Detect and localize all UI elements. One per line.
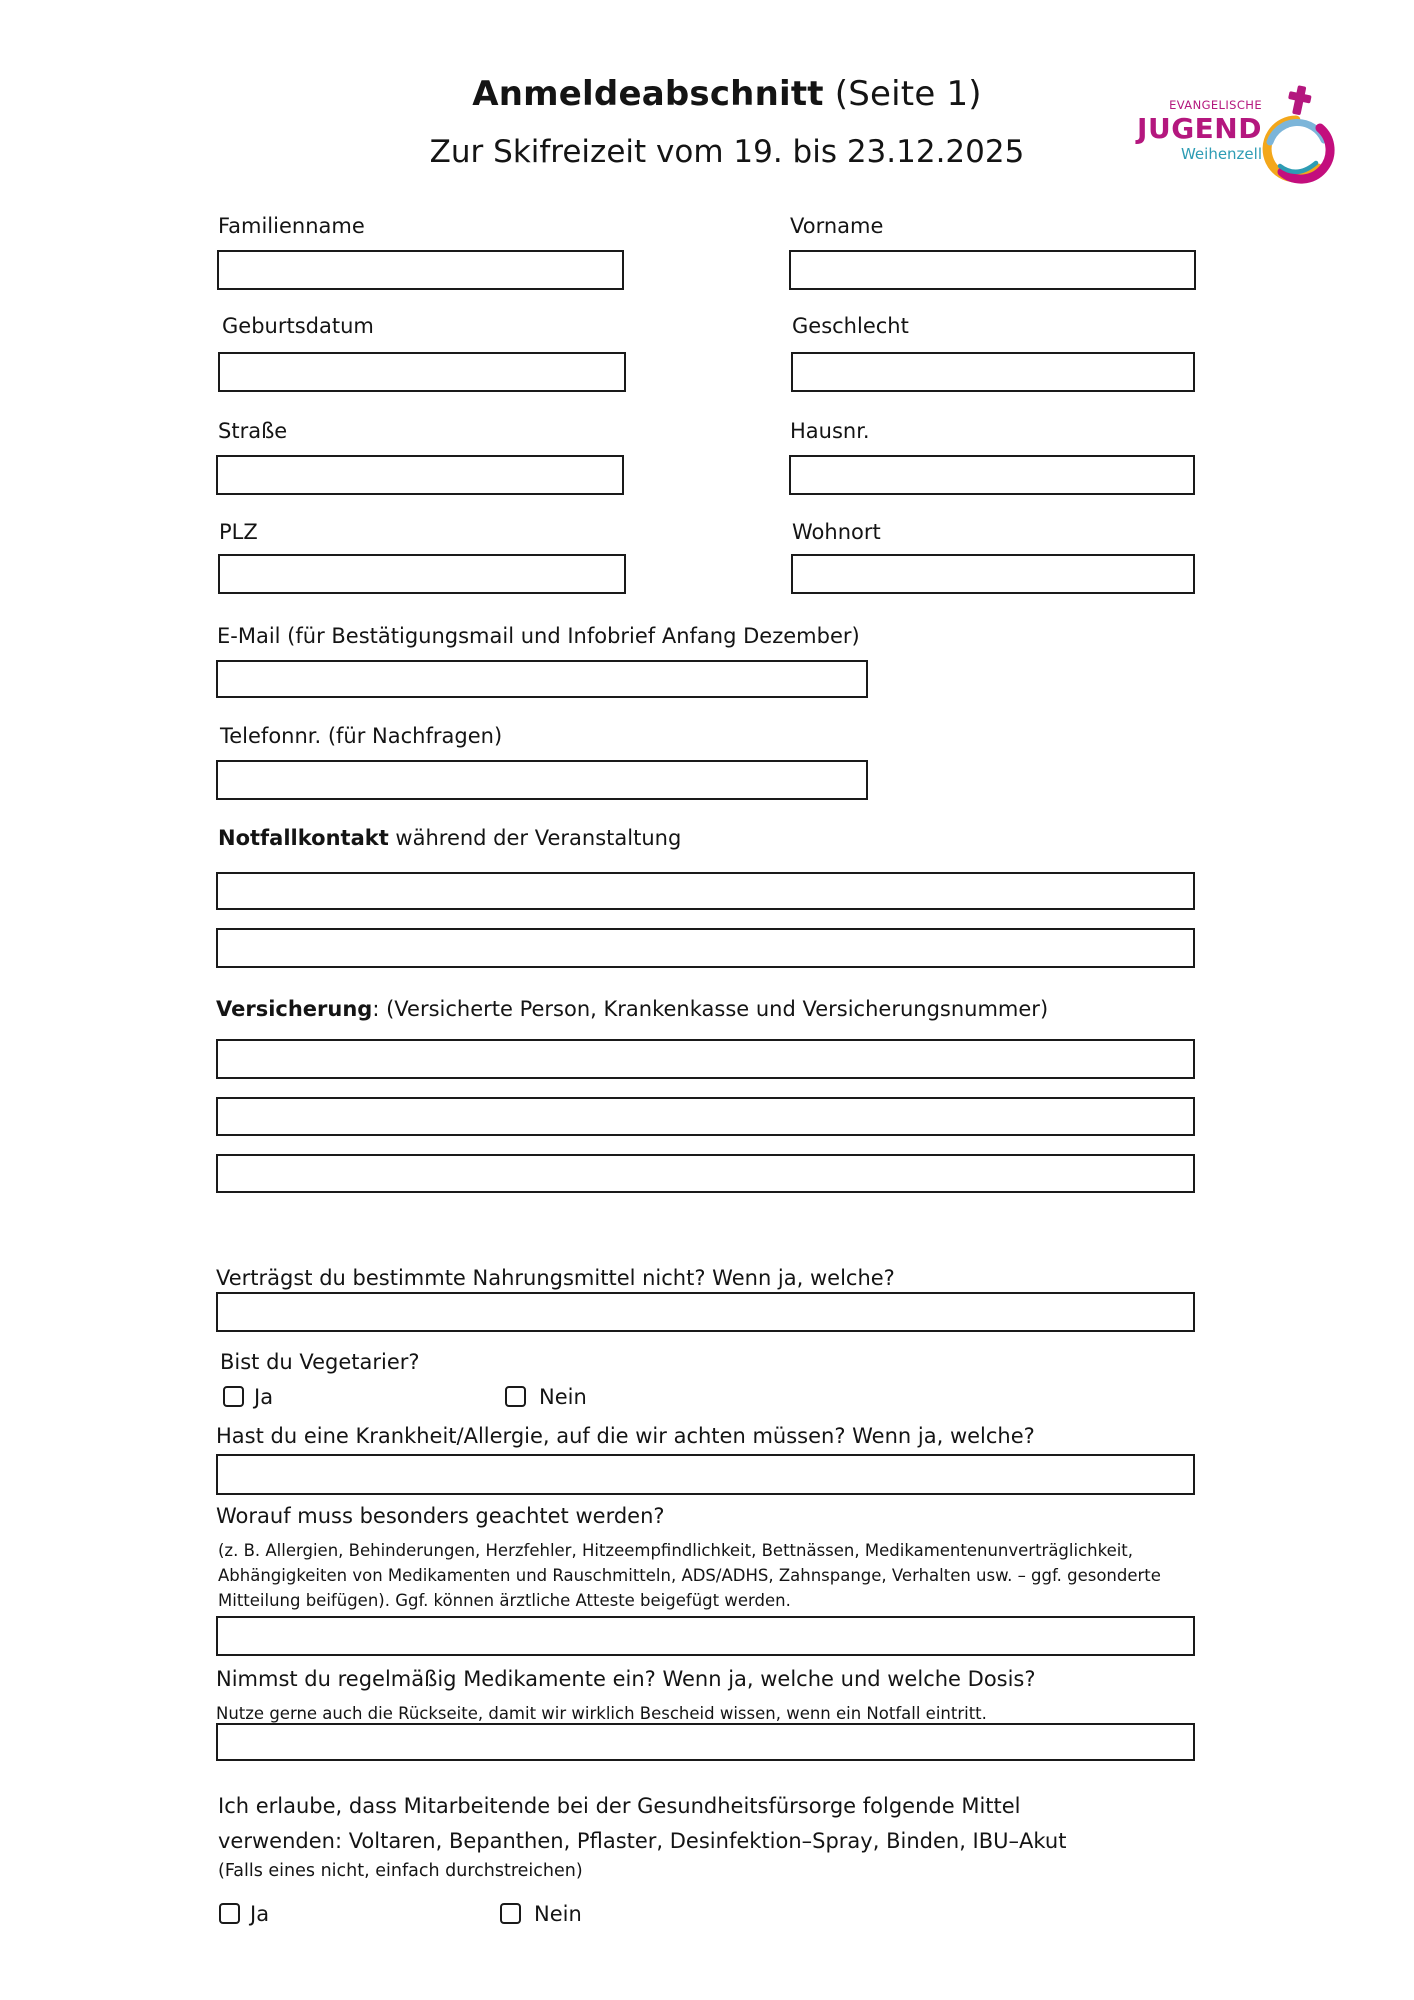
page-title-bold: Anmeldeabschnitt	[472, 74, 824, 114]
wohnort-label: Wohnort	[792, 520, 881, 544]
vegetarian-yes-label: Ja	[254, 1385, 274, 1409]
plz-input[interactable]	[218, 554, 626, 594]
geburtsdatum-input[interactable]	[218, 352, 626, 392]
attention-hint-line1: (z. B. Allergien, Behinderungen, Herzfehler, Hitzeempfindlichkeit, Bettnässen, Medikamentenunverträglichkeit,	[218, 1541, 1134, 1560]
illness-question: Hast du eine Krankheit/Allergie, auf die wir achten müssen? Wenn ja, welche?	[216, 1424, 1035, 1448]
org-logo-circle-cross-icon	[1250, 84, 1346, 192]
phone-label: Telefonnr. (für Nachfragen)	[220, 724, 503, 748]
geschlecht-input[interactable]	[791, 352, 1195, 392]
insurance-input-3[interactable]	[216, 1154, 1195, 1193]
org-name-line1: EVANGELISCHE	[1169, 98, 1262, 112]
logo-blue-arc-icon	[1270, 123, 1324, 142]
consent-text-line2: verwenden: Voltaren, Bepanthen, Pflaster, Desinfektion–Spray, Binden, IBU–Akut	[218, 1829, 1067, 1853]
emergency-contact-label-bold: Notfallkontakt	[218, 826, 389, 850]
org-logo-text	[1090, 100, 1262, 162]
familienname-input[interactable]	[217, 250, 624, 290]
insurance-label	[216, 997, 1048, 1022]
consent-no-label: Nein	[534, 1902, 582, 1926]
consent-no-checkbox[interactable]	[500, 1903, 521, 1924]
vegetarian-question: Bist du Vegetarier?	[220, 1350, 420, 1374]
medication-input[interactable]	[216, 1723, 1195, 1761]
email-label: E-Mail (für Bestätigungsmail und Infobrief Anfang Dezember)	[217, 624, 860, 648]
insurance-input-1[interactable]	[216, 1039, 1195, 1079]
attention-hint-line3: Mitteilung beifügen). Ggf. können ärztliche Atteste beigefügt werden.	[218, 1591, 791, 1610]
strasse-input[interactable]	[216, 455, 624, 495]
geschlecht-label: Geschlecht	[792, 314, 909, 338]
wohnort-input[interactable]	[791, 554, 1195, 594]
logo-cross-icon	[1285, 84, 1313, 117]
emergency-contact-label	[218, 826, 681, 851]
medication-question: Nimmst du regelmäßig Medikamente ein? Wenn ja, welche und welche Dosis?	[216, 1667, 1036, 1691]
geburtsdatum-label: Geburtsdatum	[222, 314, 374, 338]
consent-yes-checkbox[interactable]	[219, 1903, 240, 1924]
page-subtitle: Zur Skifreizeit vom 19. bis 23.12.2025	[429, 134, 1025, 170]
org-name-line2: JUGEND	[1137, 111, 1262, 145]
food-intolerance-input[interactable]	[216, 1292, 1195, 1332]
familienname-label: Familienname	[218, 214, 365, 238]
vorname-input[interactable]	[789, 250, 1196, 290]
vegetarian-no-label: Nein	[539, 1385, 587, 1409]
consent-yes-label: Ja	[250, 1902, 270, 1926]
emergency-contact-input-2[interactable]	[216, 928, 1195, 968]
consent-text-line1: Ich erlaube, dass Mitarbeitende bei der Gesundheitsfürsorge folgende Mittel	[218, 1794, 1021, 1818]
insurance-input-2[interactable]	[216, 1097, 1195, 1136]
org-place: Weihenzell	[1180, 144, 1262, 163]
phone-input[interactable]	[216, 760, 868, 800]
vegetarian-yes-checkbox[interactable]	[223, 1386, 244, 1407]
medication-hint: Nutze gerne auch die Rückseite, damit wir wirklich Bescheid wissen, wenn ein Notfall eintritt.	[216, 1704, 987, 1723]
consent-note: (Falls eines nicht, einfach durchstreichen)	[218, 1861, 583, 1881]
page-title-rest: (Seite 1)	[823, 74, 982, 114]
insurance-label-bold: Versicherung	[216, 997, 373, 1021]
emergency-contact-label-rest: während der Veranstaltung	[388, 826, 682, 850]
vegetarian-no-checkbox[interactable]	[505, 1386, 526, 1407]
illness-input[interactable]	[216, 1454, 1195, 1495]
consent-text	[218, 1789, 1066, 1859]
attention-question: Worauf muss besonders geachtet werden?	[216, 1504, 665, 1528]
attention-hint-line2: Abhängigkeiten von Medikamenten und Rauschmitteln, ADS/ADHS, Zahnspange, Verhalten usw. – ggf. gesonderte	[218, 1566, 1161, 1585]
hausnr-label: Hausnr.	[790, 419, 870, 443]
plz-label: PLZ	[219, 520, 258, 544]
attention-hint	[218, 1538, 1161, 1613]
attention-input[interactable]	[216, 1616, 1195, 1656]
food-intolerance-question: Verträgst du bestimmte Nahrungsmittel nicht? Wenn ja, welche?	[216, 1266, 895, 1290]
hausnr-input[interactable]	[789, 455, 1195, 495]
vorname-label: Vorname	[790, 214, 884, 238]
emergency-contact-input-1[interactable]	[216, 872, 1195, 910]
insurance-label-rest: : (Versicherte Person, Krankenkasse und Versicherungsnummer)	[372, 997, 1049, 1021]
strasse-label: Straße	[218, 419, 288, 443]
email-input[interactable]	[216, 660, 868, 698]
